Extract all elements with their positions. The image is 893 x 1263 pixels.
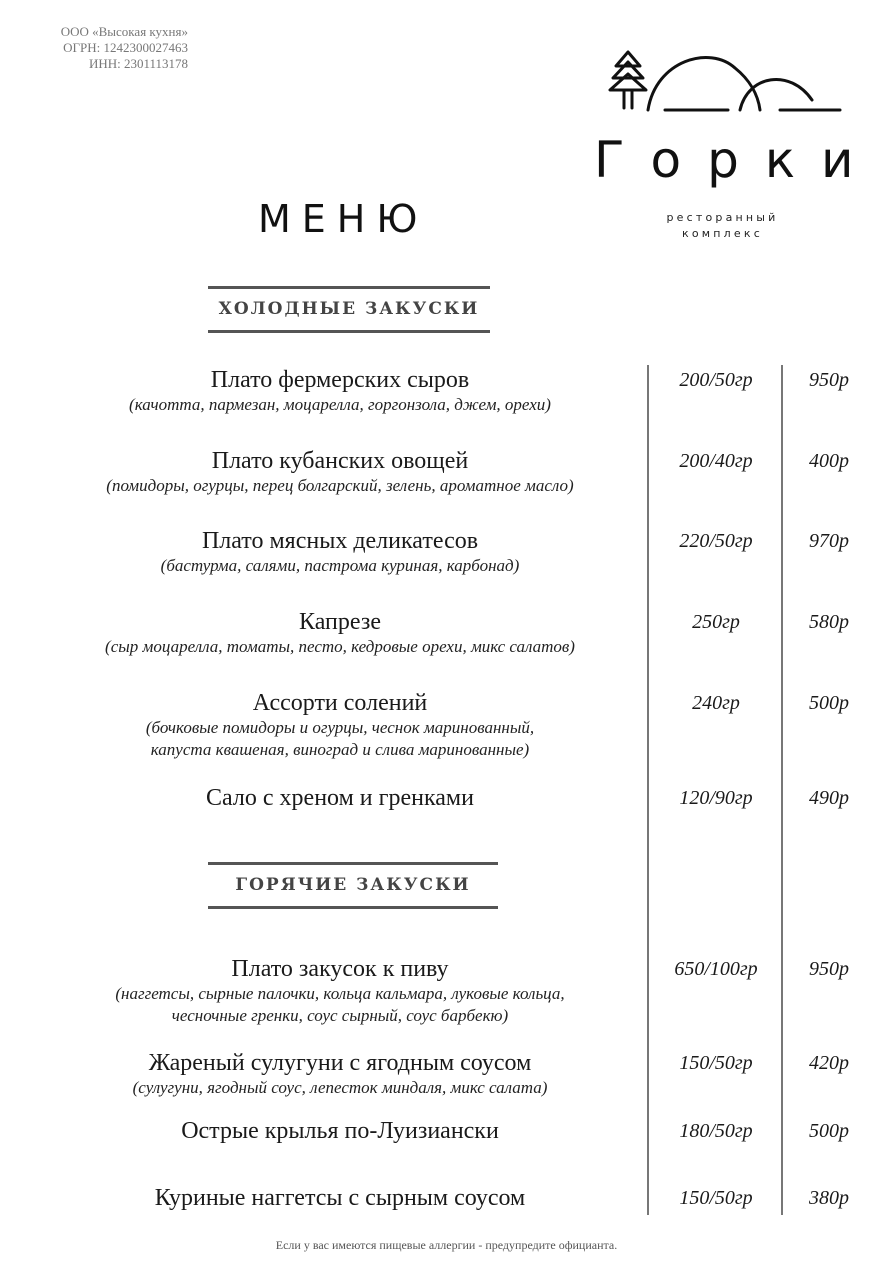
item-weight: 240гр [692, 692, 740, 714]
item-description: (наггетсы, сырные палочки, кольца кальмара, луковые кольца, [115, 984, 565, 1003]
allergy-note: Если у вас имеются пищевые аллергии - предупредите официанта. [275, 1238, 618, 1252]
menu-item [30, 366, 650, 416]
menu-item [30, 955, 650, 1027]
item-description: (качотта, пармезан, моцарелла, горгонзола, джем, орехи) [129, 395, 551, 414]
menu-title: МЕНЮ [258, 197, 429, 241]
item-weight: 150/50гр [679, 1052, 753, 1074]
menu-item [30, 1049, 650, 1099]
company-name: ООО «Высокая кухня» [60, 24, 188, 39]
menu-item [30, 784, 650, 812]
item-price: 490р [809, 787, 849, 809]
item-description: (помидоры, огурцы, перец болгарский, зелень, ароматное масло) [106, 476, 574, 495]
item-weight: 250гр [692, 611, 740, 633]
item-price: 400р [809, 450, 849, 472]
item-price: 580р [809, 611, 849, 633]
menu-item [30, 1184, 650, 1212]
item-weight: 180/50гр [679, 1120, 753, 1142]
item-name: Ассорти солений [252, 690, 428, 716]
menu-item [30, 1117, 650, 1145]
menu-item [30, 608, 650, 658]
item-description: (бастурма, салями, пастрома куриная, карбонад) [160, 556, 520, 575]
item-name: Капрезе [299, 609, 381, 635]
brand-subtitle [600, 210, 845, 242]
item-price: 380р [809, 1187, 849, 1209]
menu-item [30, 527, 650, 577]
brand-name: Горки [594, 131, 880, 189]
item-name: Сало с хреном и гренками [206, 785, 474, 811]
item-description: чесночные гренки, соус сырный, соус барбекю) [171, 1006, 509, 1025]
ogrn: ОГРН: 1242300027463 [63, 40, 188, 55]
item-weight: 200/40гр [679, 450, 753, 472]
tree-and-hills-icon [600, 40, 845, 120]
item-price: 950р [809, 369, 849, 391]
item-weight: 150/50гр [679, 1187, 753, 1209]
item-price: 970р [809, 530, 849, 552]
legal-info [20, 24, 188, 72]
item-price: 500р [809, 1120, 849, 1142]
item-name: Плато фермерских сыров [210, 367, 470, 393]
item-description: капуста квашеная, виноград и слива маринованные) [150, 740, 530, 759]
inn: ИНН: 2301113178 [88, 56, 188, 71]
item-description: (бочковые помидоры и огурцы, чеснок маринованный, [145, 718, 535, 737]
item-price: 950р [809, 958, 849, 980]
item-name: Куриные наггетсы с сырным соусом [154, 1185, 526, 1211]
item-name: Плато закусок к пиву [231, 956, 449, 982]
item-name: Острые крылья по-Луизиански [181, 1118, 499, 1144]
item-name: Жареный сулугуни с ягодным соусом [148, 1050, 532, 1076]
brand-logo [594, 40, 880, 245]
item-weight: 200/50гр [679, 369, 753, 391]
brand-subtitle-line2: комплекс [682, 227, 763, 240]
brand-subtitle-line1: ресторанный [666, 211, 779, 224]
item-price: 500р [809, 692, 849, 714]
item-name: Плато мясных деликатесов [201, 528, 479, 554]
item-description: (сыр моцарелла, томаты, песто, кедровые орехи, микс салатов) [105, 637, 575, 656]
menu-item [30, 447, 650, 497]
item-weight: 650/100гр [674, 958, 758, 980]
item-weight: 120/90гр [679, 787, 753, 809]
menu-item [30, 689, 650, 761]
item-description: (сулугуни, ягодный соус, лепесток миндаля, микс салата) [132, 1078, 548, 1097]
section-header-cold: ХОЛОДНЫЕ ЗАКУСКИ [208, 286, 490, 333]
item-price: 420р [809, 1052, 849, 1074]
column-divider [781, 365, 783, 1215]
item-name: Плато кубанских овощей [211, 448, 469, 474]
section-header-hot: ГОРЯЧИЕ ЗАКУСКИ [208, 862, 498, 909]
item-weight: 220/50гр [679, 530, 753, 552]
